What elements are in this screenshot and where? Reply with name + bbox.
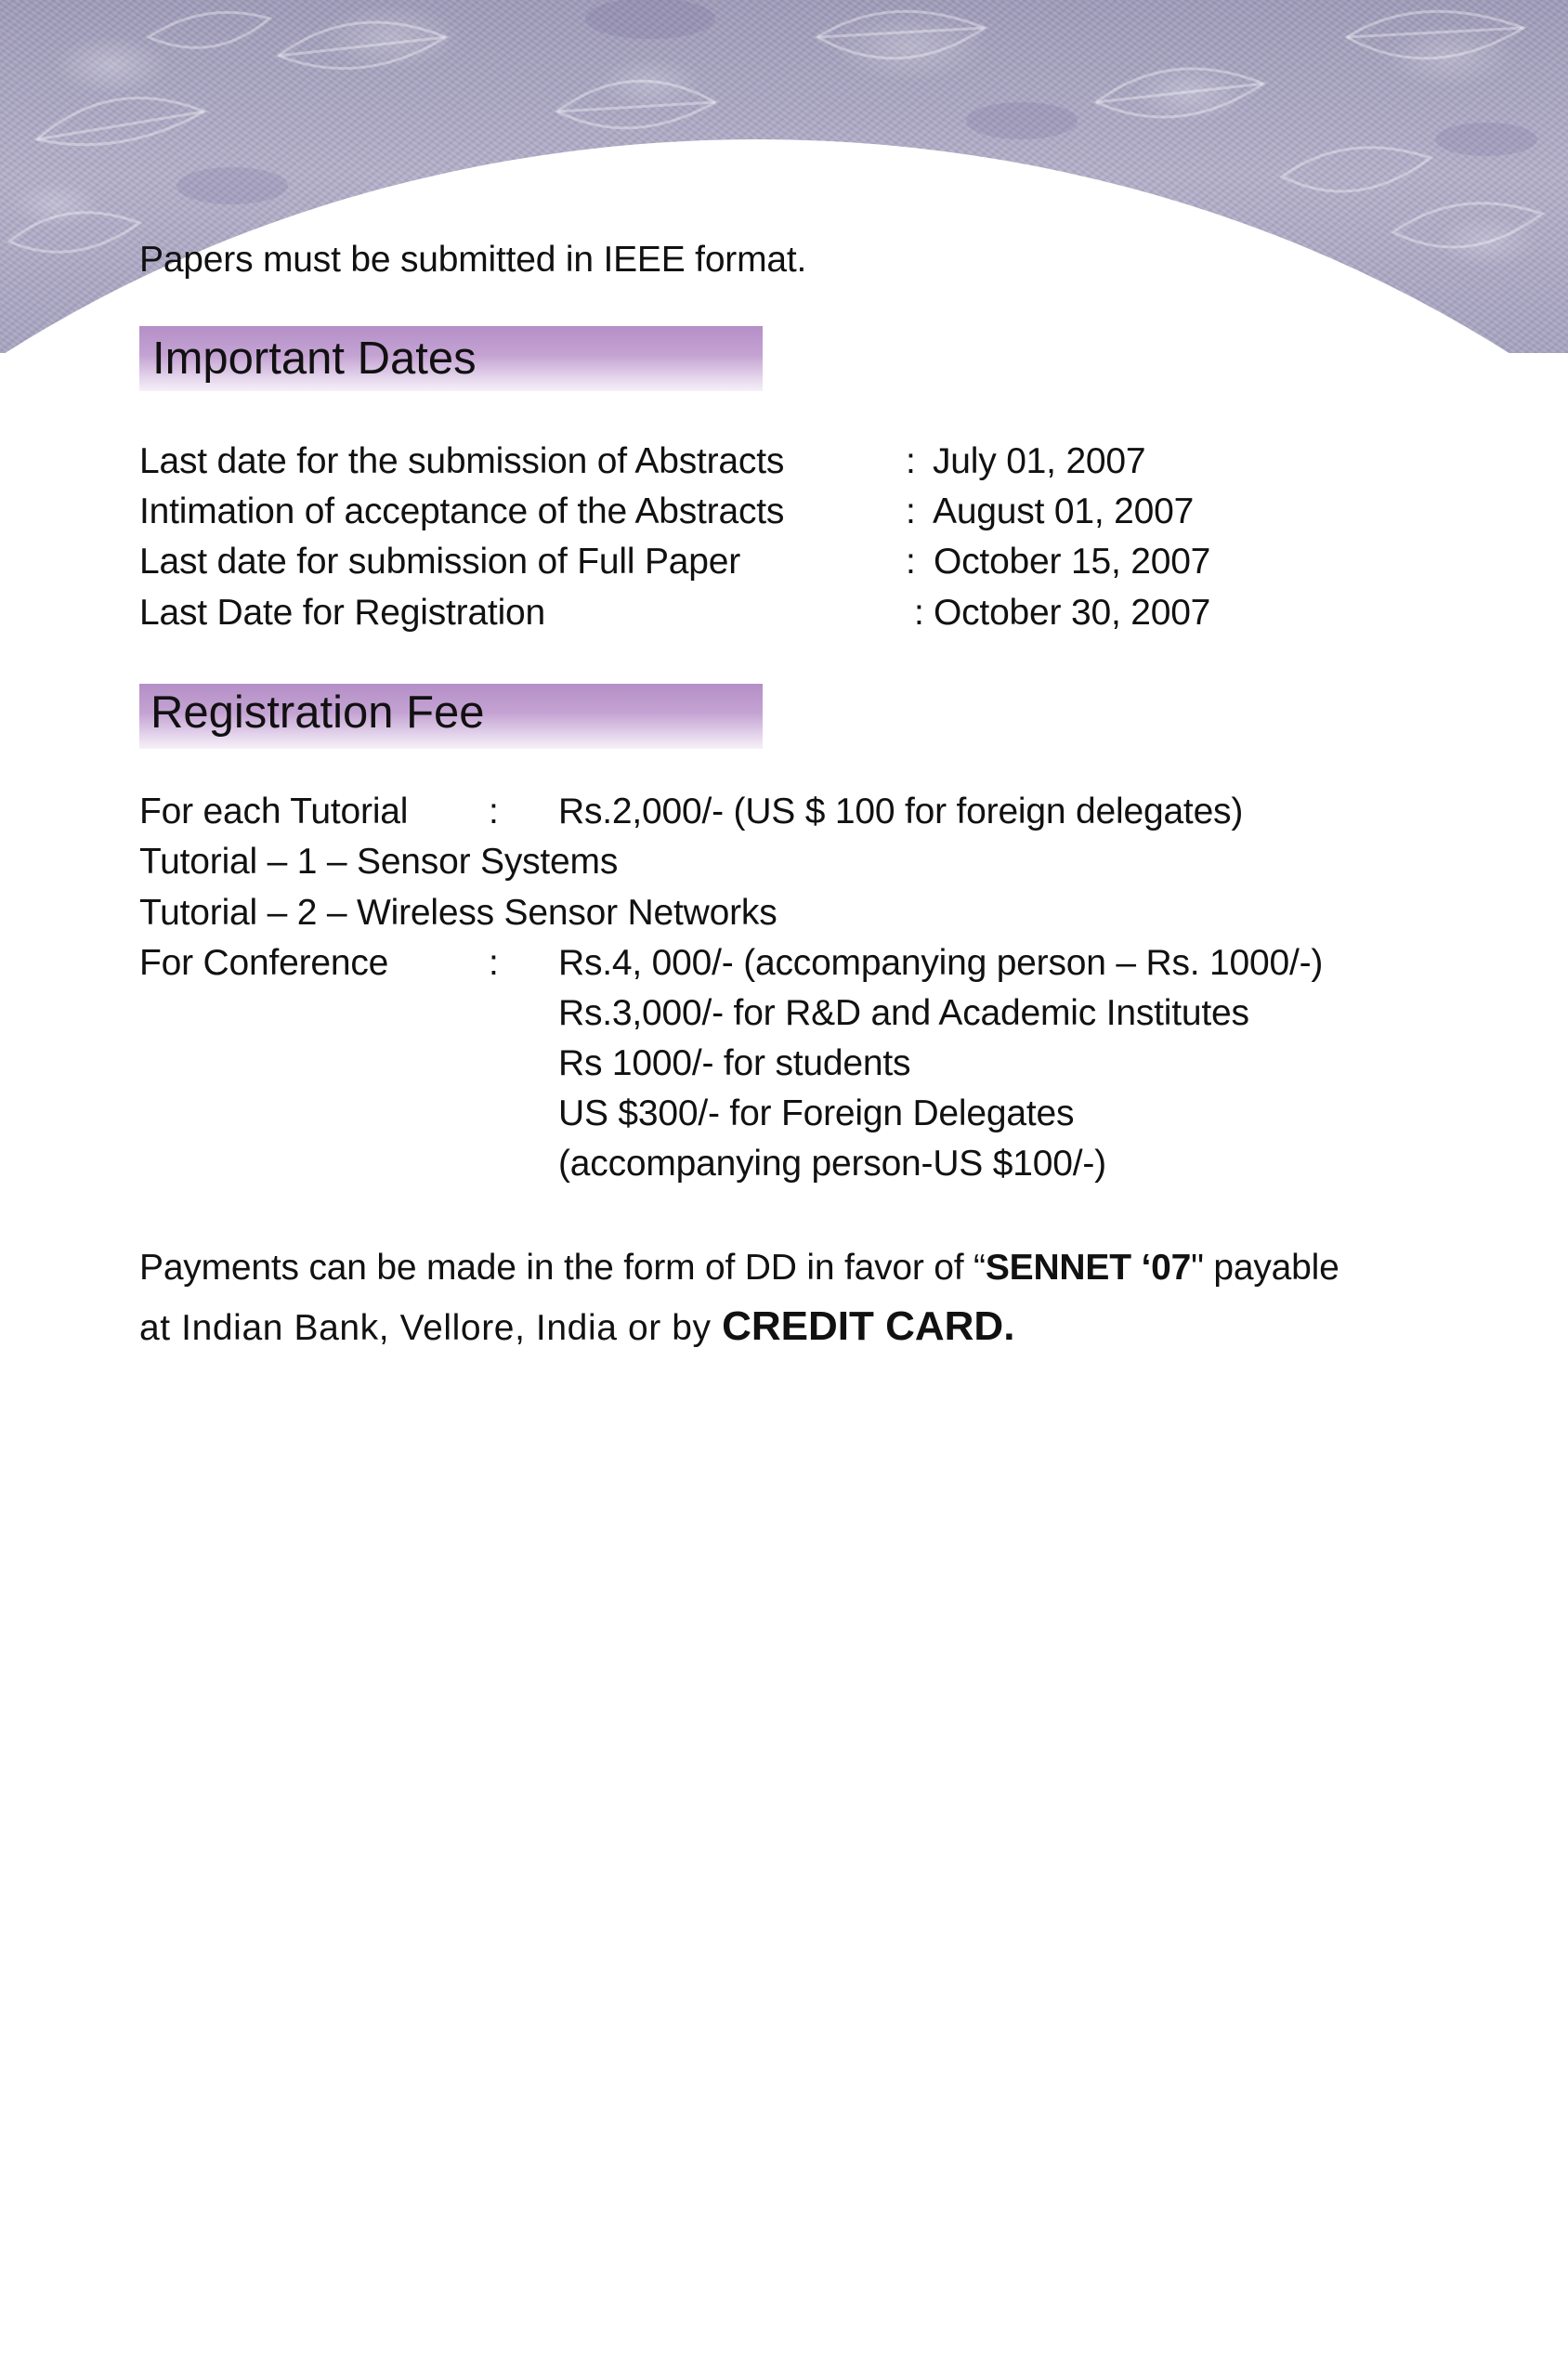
conference-fee-value: Rs 1000/- for students: [558, 1043, 911, 1083]
date-label: Last date for submission of Full Paper: [139, 542, 741, 582]
tutorial-fee-separator: :: [489, 792, 499, 831]
date-separator: :: [906, 491, 916, 531]
important-dates-header: [139, 326, 763, 391]
date-label: Last Date for Registration: [139, 593, 546, 633]
payment-text: Payments can be made in the form of DD in favor of “: [139, 1248, 986, 1288]
conference-fee-label: For Conference: [139, 943, 389, 983]
payment-line-2: [139, 1304, 1014, 1351]
date-separator: :: [906, 441, 916, 481]
payment-text: at Indian Bank, Vellore, India or by: [139, 1308, 723, 1348]
date-label: Intimation of acceptance of the Abstracts: [139, 491, 785, 531]
ieee-format-note: Papers must be submitted in IEEE format.: [139, 240, 807, 280]
date-value: October 15, 2007: [934, 542, 1211, 582]
payment-line-1: [139, 1246, 1339, 1290]
registration-fee-title: Registration Fee: [150, 687, 485, 738]
date-value: July 01, 2007: [933, 441, 1146, 481]
date-value: October 30, 2007: [934, 593, 1211, 633]
date-separator: :: [914, 593, 924, 633]
date-separator: :: [906, 542, 916, 582]
conference-fee-value: Rs.4, 000/- (accompanying person – Rs. 1000/-): [558, 943, 1324, 983]
important-dates-title: Important Dates: [152, 334, 477, 384]
date-value: August 01, 2007: [933, 491, 1195, 531]
conference-fee-value: Rs.3,000/- for R&D and Academic Institutes: [558, 993, 1249, 1033]
conference-fee-separator: :: [489, 943, 499, 983]
tutorial-item: Tutorial – 2 – Wireless Sensor Networks: [139, 893, 777, 933]
tutorial-fee-value: Rs.2,000/- (US $ 100 for foreign delegates): [558, 792, 1244, 831]
payee-name: SENNET ‘07: [985, 1248, 1192, 1288]
tutorial-fee-label: For each Tutorial: [139, 792, 409, 831]
tutorial-item: Tutorial – 1 – Sensor Systems: [139, 842, 619, 882]
registration-fee-header: [139, 684, 763, 749]
credit-card-text: CREDIT CARD.: [722, 1303, 1015, 1349]
date-label: Last date for the submission of Abstracts: [139, 441, 785, 481]
conference-fee-value: US $300/- for Foreign Delegates: [558, 1093, 1075, 1133]
conference-fee-value: (accompanying person-US $100/-): [558, 1144, 1106, 1184]
payment-text: " payable: [1191, 1248, 1339, 1288]
